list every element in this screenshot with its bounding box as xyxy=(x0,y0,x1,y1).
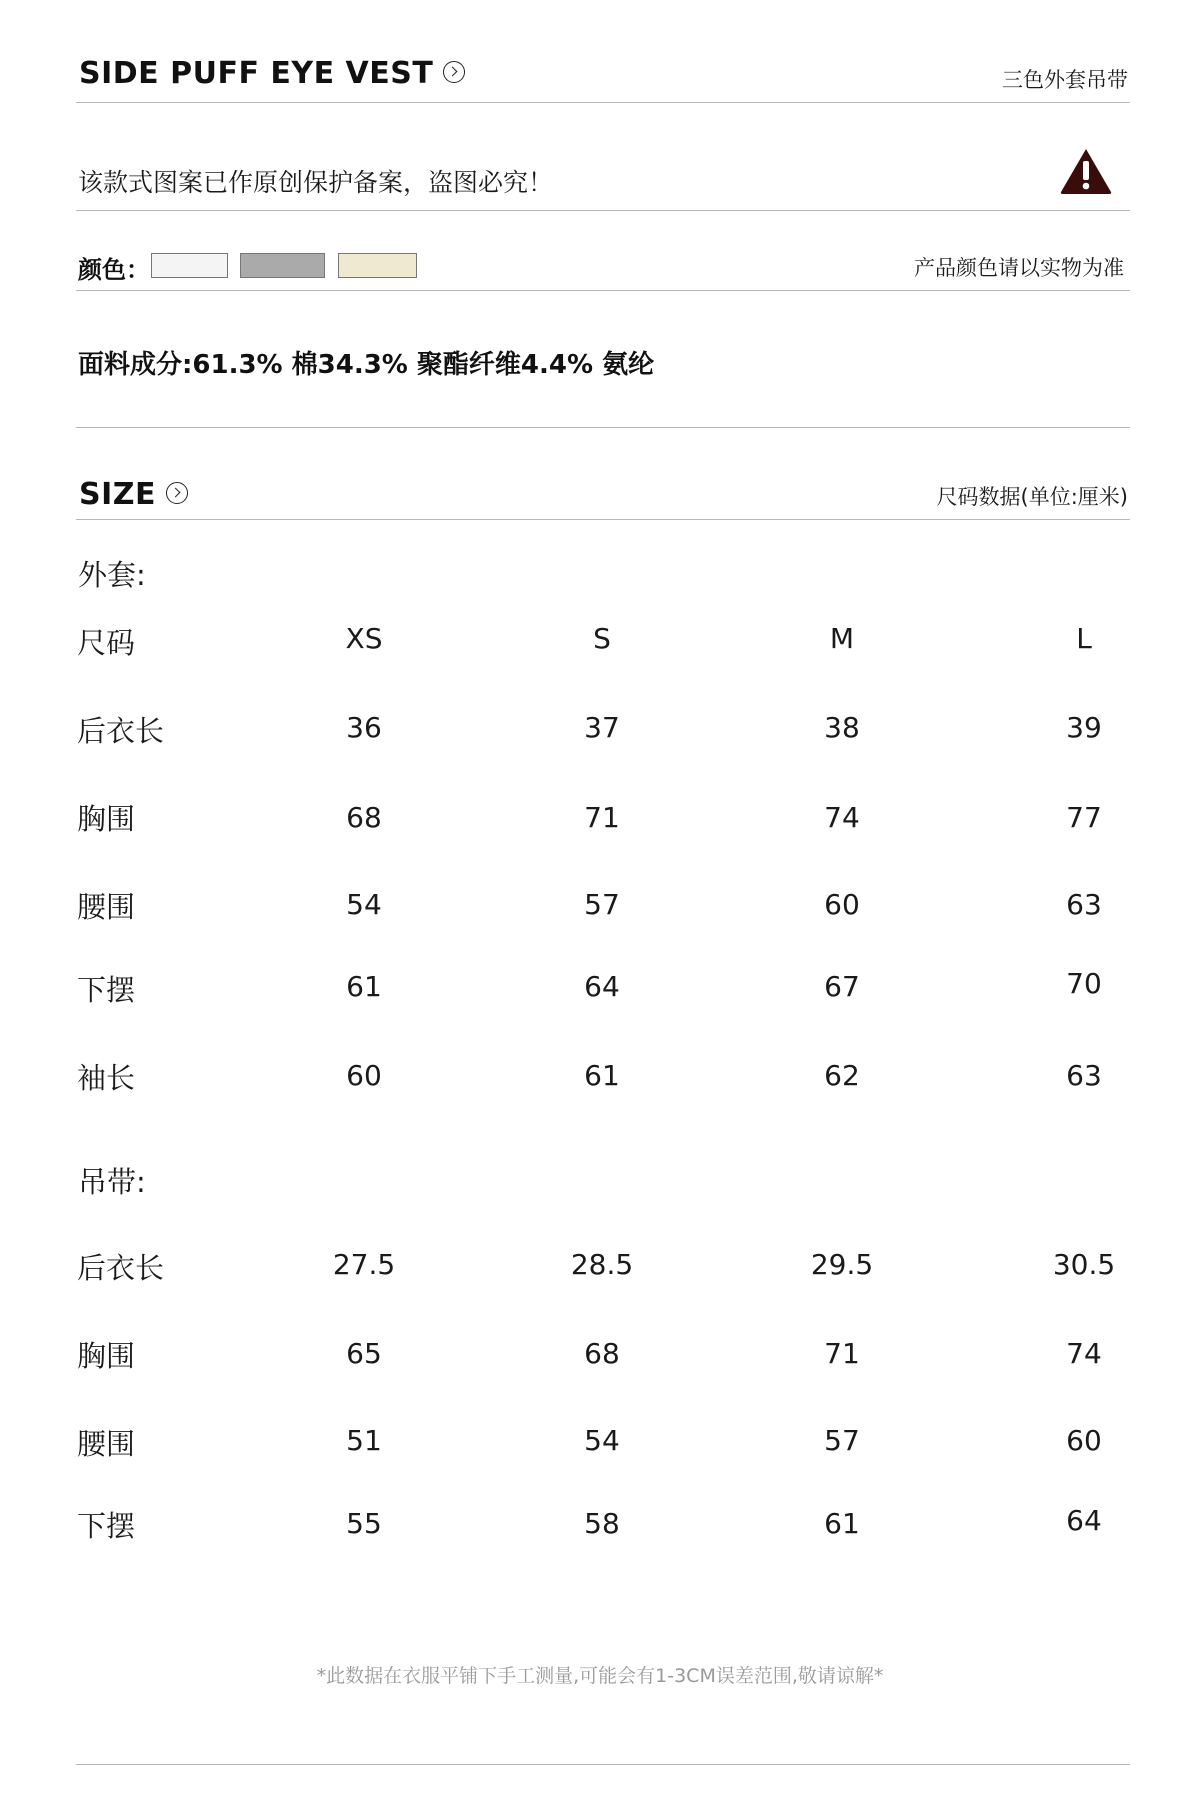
jacket-cell: 71 xyxy=(584,801,620,834)
camisole-row-label: 下摆 xyxy=(77,1509,136,1543)
camisole-cell: 68 xyxy=(584,1337,620,1370)
size-unit-note: 尺码数据(单位:厘米) xyxy=(936,485,1128,509)
jacket-section-label: 外套: xyxy=(78,558,146,592)
divider xyxy=(76,210,1130,211)
product-title: SIDE PUFF EYE VEST xyxy=(79,56,434,91)
camisole-cell: 51 xyxy=(346,1424,382,1457)
copyright-notice: 该款式图案已作原创保护备案，盗图必究！ xyxy=(78,168,554,197)
camisole-cell: 65 xyxy=(346,1337,382,1370)
jacket-cell: 39 xyxy=(1066,711,1102,744)
color-swatch-cream[interactable] xyxy=(338,253,417,278)
size-header xyxy=(79,477,188,512)
divider xyxy=(76,102,1130,103)
color-swatch-white[interactable] xyxy=(151,253,228,278)
divider xyxy=(76,1764,1130,1765)
jacket-cell: 60 xyxy=(824,888,860,921)
jacket-cell: 74 xyxy=(824,801,860,834)
color-note: 产品颜色请以实物为准 xyxy=(914,256,1124,280)
divider xyxy=(76,519,1130,520)
size-header-label: 尺码 xyxy=(77,626,136,660)
color-swatch-gray[interactable] xyxy=(240,253,325,278)
jacket-cell: 60 xyxy=(346,1059,382,1092)
jacket-cell: 36 xyxy=(346,711,382,744)
jacket-cell: 38 xyxy=(824,711,860,744)
measurement-footnote: *此数据在衣服平铺下手工测量,可能会有1-3CM误差范围,敬请谅解* xyxy=(316,1665,884,1687)
jacket-cell: 61 xyxy=(346,970,382,1003)
size-header-m: M xyxy=(829,622,855,655)
size-header-s: S xyxy=(593,622,611,655)
jacket-cell: 63 xyxy=(1066,1059,1102,1092)
camisole-cell: 27.5 xyxy=(332,1248,396,1281)
camisole-cell: 57 xyxy=(824,1424,860,1457)
chevron-right-circle-icon xyxy=(166,482,188,504)
jacket-cell: 54 xyxy=(346,888,382,921)
jacket-cell: 64 xyxy=(584,970,620,1003)
camisole-cell: 58 xyxy=(584,1507,620,1540)
jacket-cell: 61 xyxy=(584,1059,620,1092)
product-subtitle: 三色外套吊带 xyxy=(1002,68,1128,92)
size-header-xs: XS xyxy=(345,622,383,655)
jacket-cell: 68 xyxy=(346,801,382,834)
camisole-cell: 54 xyxy=(584,1424,620,1457)
camisole-cell: 64 xyxy=(1066,1504,1102,1537)
jacket-cell: 77 xyxy=(1066,801,1102,834)
jacket-cell: 57 xyxy=(584,888,620,921)
camisole-cell: 30.5 xyxy=(1052,1248,1116,1281)
camisole-cell: 74 xyxy=(1066,1337,1102,1370)
camisole-cell: 60 xyxy=(1066,1424,1102,1457)
jacket-cell: 62 xyxy=(824,1059,860,1092)
jacket-row-label: 袖长 xyxy=(77,1061,136,1095)
warning-icon xyxy=(1058,146,1114,196)
jacket-cell: 67 xyxy=(824,970,860,1003)
camisole-cell: 28.5 xyxy=(570,1248,634,1281)
size-title: SIZE xyxy=(79,477,157,512)
camisole-cell: 61 xyxy=(824,1507,860,1540)
jacket-cell: 70 xyxy=(1066,967,1102,1000)
camisole-row-label: 后衣长 xyxy=(77,1251,165,1285)
camisole-row-label: 腰围 xyxy=(77,1427,136,1461)
camisole-cell: 55 xyxy=(346,1507,382,1540)
camisole-cell: 29.5 xyxy=(810,1248,874,1281)
divider xyxy=(76,290,1130,291)
jacket-cell: 37 xyxy=(584,711,620,744)
camisole-row-label: 胸围 xyxy=(77,1339,136,1373)
size-header-l: L xyxy=(1076,622,1092,655)
fabric-composition: 面料成分:61.3% 棉34.3% 聚酯纤维4.4% 氨纶 xyxy=(78,350,655,380)
jacket-row-label: 下摆 xyxy=(77,973,136,1007)
jacket-row-label: 胸围 xyxy=(77,802,136,836)
product-header xyxy=(79,56,465,91)
camisole-cell: 71 xyxy=(824,1337,860,1370)
color-label: 颜色： xyxy=(78,256,150,284)
jacket-row-label: 腰围 xyxy=(77,890,136,924)
divider xyxy=(76,427,1130,428)
jacket-row-label: 后衣长 xyxy=(77,714,165,748)
jacket-cell: 63 xyxy=(1066,888,1102,921)
chevron-right-circle-icon xyxy=(443,61,465,83)
camisole-section-label: 吊带: xyxy=(78,1165,146,1199)
